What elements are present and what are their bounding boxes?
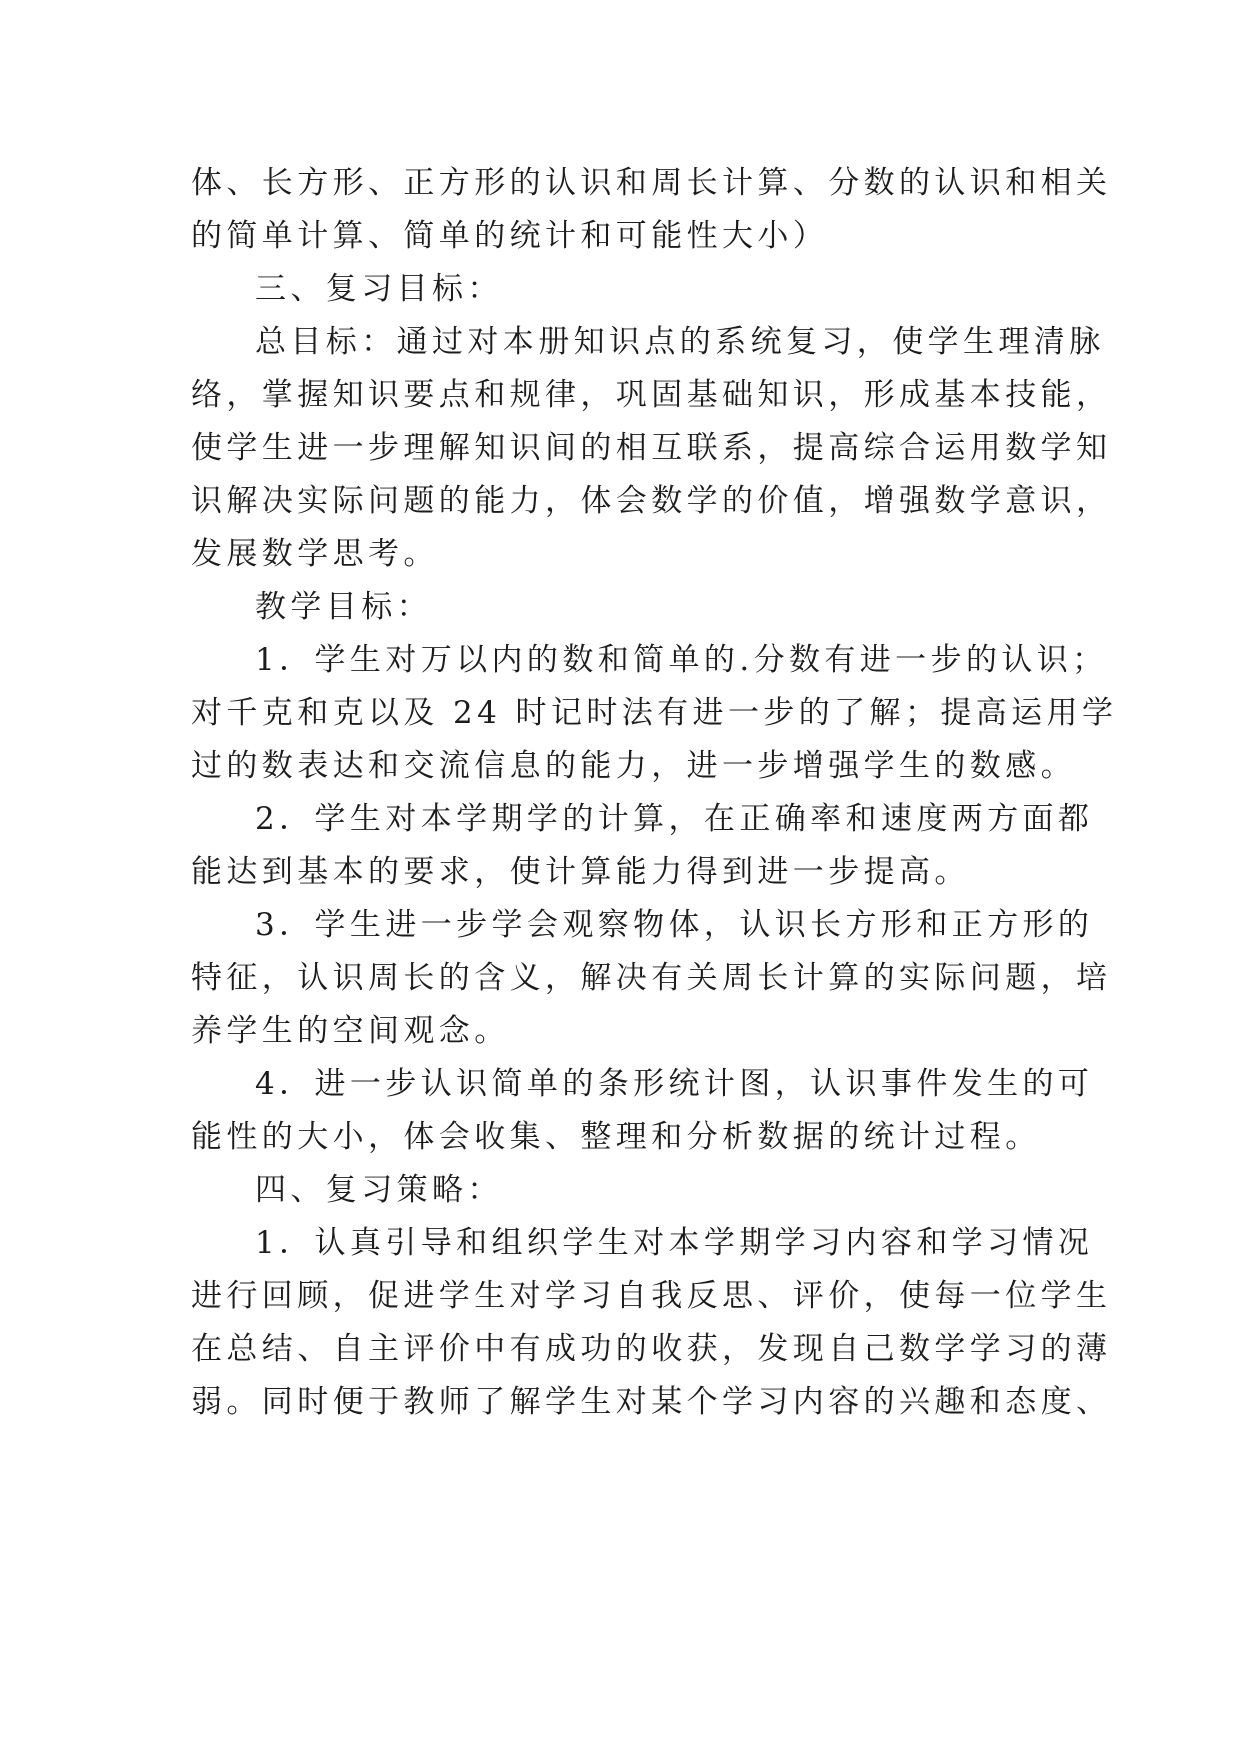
text-line: 3．学生进一步学会观察物体，认识长方形和正方形的 — [255, 907, 1094, 943]
text-line: 能性的大小，体会收集、整理和分析数据的统计过程。 — [191, 1119, 1041, 1155]
text-line: 的简单计算、简单的统计和可能性大小） — [191, 218, 829, 254]
text-line: 发展数学思考。 — [191, 536, 439, 572]
text-line: 使学生进一步理解知识间的相互联系，提高综合运用数学知 — [191, 430, 1112, 466]
text-line: 能达到基本的要求，使计算能力得到进一步提高。 — [191, 854, 970, 890]
text-line: 进行回顾，促进学生对学习自我反思、评价，使每一位学生 — [191, 1278, 1112, 1314]
text-line: 总目标：通过对本册知识点的系统复习，使学生理清脉 — [255, 324, 1105, 360]
text-line: 识解决实际问题的能力，体会数学的价值，增强数学意识， — [191, 483, 1112, 519]
text-line: 2．学生对本学期学的计算，在正确率和速度两方面都 — [255, 801, 1094, 837]
section-heading: 三、复习目标： — [255, 271, 503, 307]
text-line: 养学生的空间观念。 — [191, 1013, 510, 1049]
text-line: 在总结、自主评价中有成功的收获，发现自己数学学习的薄 — [191, 1331, 1112, 1367]
text-line: 特征，认识周长的含义，解决有关周长计算的实际问题，培 — [191, 960, 1112, 996]
section-heading: 四、复习策略： — [255, 1172, 503, 1208]
text-line: 弱。同时便于教师了解学生对某个学习内容的兴趣和态度、 — [191, 1384, 1112, 1420]
text-line: 1．认真引导和组织学生对本学期学习内容和学习情况 — [255, 1225, 1094, 1261]
section-heading: 教学目标： — [255, 589, 432, 625]
text-line: 过的数表达和交流信息的能力，进一步增强学生的数感。 — [191, 748, 1076, 784]
text-line: 4．进一步认识简单的条形统计图，认识事件发生的可 — [255, 1066, 1094, 1102]
text-line: 络，掌握知识要点和规律，巩固基础知识，形成基本技能， — [191, 377, 1112, 413]
text-line: 体、长方形、正方形的认识和周长计算、分数的认识和相关 — [191, 165, 1112, 201]
text-line: 1．学生对万以内的数和简单的.分数有进一步的认识； — [255, 642, 1108, 678]
text-line: 对千克和克以及 24 时记时法有进一步的了解；提高运用学 — [191, 695, 1118, 731]
